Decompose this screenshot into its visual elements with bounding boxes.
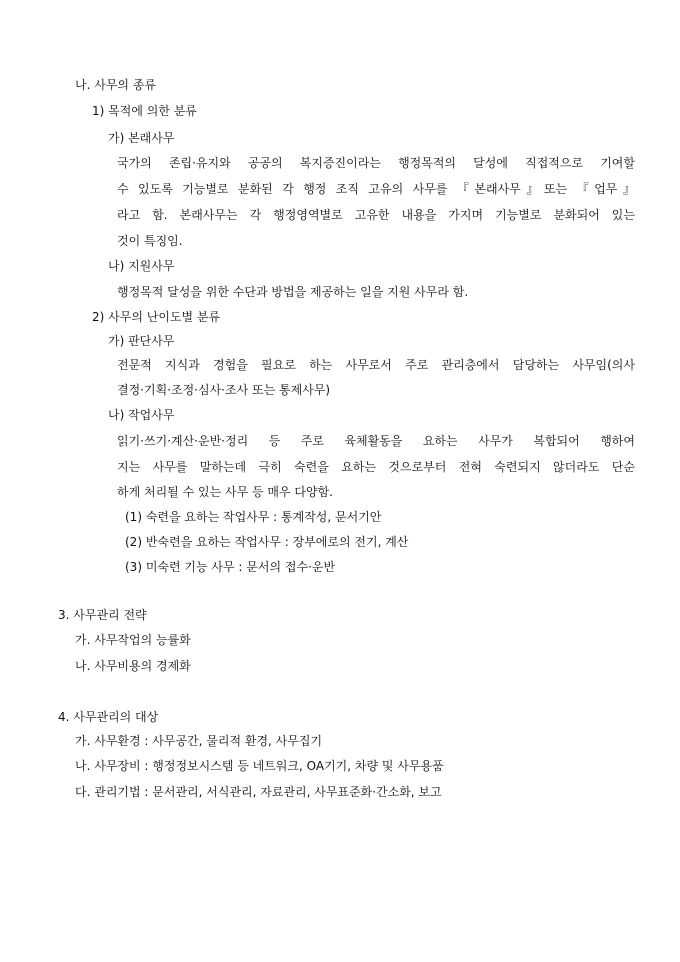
ga-main-line-1: 국가의 존립·유지와 공공의 복지증진이라는 행정목적의 달성에 직접적으로 기여할 xyxy=(117,156,635,170)
na-support-line-1: 행정목적 달성을 위한 수단과 방법을 제공하는 일을 지원 사무라 함. xyxy=(117,285,469,299)
sec4-item-3: 다. 관리기법 : 문서관리, 서식관리, 자료관리, 사무표준화·간소화, 보고 xyxy=(75,785,442,799)
heading-sec3: 3. 사무관리 전략 xyxy=(58,608,147,622)
heading-sec4: 4. 사무관리의 대상 xyxy=(58,710,159,724)
sec4-item-2: 나. 사무장비 : 행정정보시스템 등 네트워크, OA기기, 차량 및 사무용품 xyxy=(75,759,444,773)
heading-na-work: 나) 작업사무 xyxy=(108,408,175,422)
sec4-item-1: 가. 사무환경 : 사무공간, 물리적 환경, 사무집기 xyxy=(75,734,323,748)
heading-na-support: 나) 지원사무 xyxy=(108,259,175,273)
na-work-line-3: 하게 처리될 수 있는 사무 등 매우 다양함. xyxy=(117,485,333,499)
sec3-item-1: 가. 사무작업의 능률화 xyxy=(75,633,191,647)
ga-main-line-3: 라고 함. 본래사무는 각 행정영역별로 고유한 내용을 가지며 기능별로 분화되어 있는 xyxy=(117,208,635,222)
work-item-1: (1) 숙련을 요하는 작업사무 : 통계작성, 문서기안 xyxy=(125,510,382,524)
work-item-2: (2) 반숙련을 요하는 작업사무 : 장부에로의 전기, 계산 xyxy=(125,535,409,549)
ga-judge-line-2: 결정·기획·조정·심사·조사 또는 통제사무) xyxy=(117,383,331,397)
heading-sub2: 2) 사무의 난이도별 분류 xyxy=(92,310,221,324)
na-work-line-2: 지는 사무를 말하는데 극히 숙련을 요하는 것으로부터 전혀 숙련되지 않더라도 단순 xyxy=(117,460,635,474)
ga-main-line-4: 것이 특징임. xyxy=(117,234,183,248)
heading-na-types: 나. 사무의 종류 xyxy=(75,78,156,92)
heading-ga-judge: 가) 판단사무 xyxy=(108,334,175,348)
heading-sub1: 1) 목적에 의한 분류 xyxy=(92,104,197,118)
sec3-item-2: 나. 사무비용의 경제화 xyxy=(75,659,191,673)
heading-ga-main: 가) 본래사무 xyxy=(108,131,175,145)
work-item-3: (3) 미숙련 기능 사무 : 문서의 접수·운반 xyxy=(125,560,336,574)
ga-main-line-2: 수 있도록 기능별로 분화된 각 행정 조직 고유의 사무를 『본래사무』또는 『업무』 xyxy=(117,182,635,196)
na-work-line-1: 읽기·쓰기·계산·운반·정리 등 주로 육체활동을 요하는 사무가 복합되어 행하여 xyxy=(117,434,635,448)
ga-judge-line-1: 전문적 지식과 경험을 필요로 하는 사무로서 주로 관리층에서 담당하는 사무임(의사 xyxy=(117,358,635,372)
